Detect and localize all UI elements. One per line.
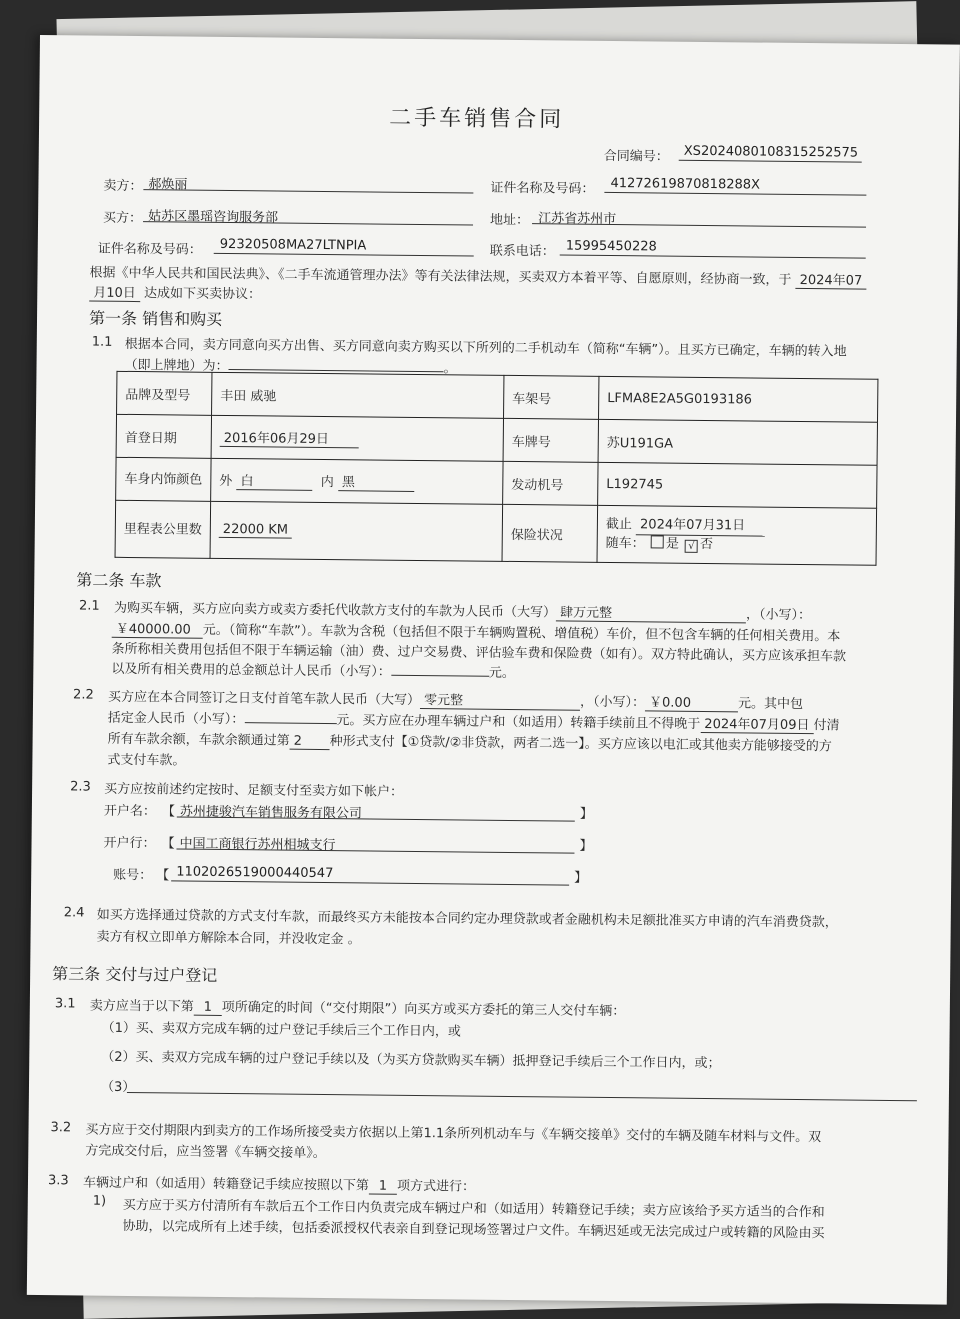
clause-3-1-option3: （3） [100,1079,136,1096]
vin-label: 车架号 [504,375,599,419]
plate-label: 车牌号 [503,418,598,462]
insurance-value: 截止 2024年07月31日 随车： 是 √ 否 [597,505,877,565]
clause-3-3-1-num: 1) [92,1193,107,1209]
buyer-label: 买方： [103,210,143,227]
clause-3-1-line1: 卖方应当于以下第 1 项所确定的时间（“交付期限”）向买方或买方委托的第三人交付车辆： [89,998,626,1020]
account-bank-bracket-left: 【 [161,836,175,852]
clause-3-2-line1: 买方应于交付期限内到卖方的工作场所接受卖方依据以上第1.1条所列机动车与《车辆交接单》交付的车辆及随车材料与文件。双 [85,1122,822,1146]
clause-2-2-line2: 括定金人民币（小写）： 元。买方应在办理车辆过户和（如适用）转籍手续前且不得晚于 2024年07月09日 付清 [107,710,840,734]
seller-id-value: 41272619870818288X [610,175,761,193]
account-name-label: 开户名： [103,803,156,820]
color-label: 车身内饰颜色 [116,457,211,501]
reg-date-value: 2016年06月29日 [211,415,503,461]
clause-2-3-line1: 买方应按前述约定按时、足额支付至卖方如下帐户： [104,781,404,800]
account-name-bracket-right: 】 [579,806,593,822]
account-no-bracket-right: 】 [574,870,588,886]
clause-2-4-num: 2.4 [63,905,85,921]
buyer-name: 姑苏区墨瑶咨询服务部 [148,209,279,226]
clause-3-3-1-line1: 买方应于买方付清所有车款后五个工作日内负责完成车辆过户和（如适用）转籍登记手续；卖方应该给予买方适当的合作和 [122,1197,825,1221]
color-value: 外 白 内 黑 [211,458,503,504]
account-no-bracket-left: 【 [156,868,170,884]
account-bank-label: 开户行： [103,835,156,852]
buyer-id-label: 证件名称及号码： [97,241,202,258]
mileage-value: 22000 KM [210,501,503,561]
engine-label: 发动机号 [503,461,598,505]
account-name-value: 苏州捷骏汽车销售服务有限公司 [179,804,362,822]
insurance-no-checkbox: √ [685,539,698,552]
article3-heading: 第三条 交付与过户登记 [52,964,218,985]
vehicle-info-table [115,371,879,566]
account-name-bracket-left: 【 [161,804,175,820]
insurance-label: 保险状况 [502,504,598,562]
clause-2-2-line4: 式支付车款。 [107,752,186,769]
vin-value: LFMA8E2A5G0193186 [599,376,878,422]
clause-3-1-option2: （2）买、卖双方完成车辆的过户登记手续以及（为买方贷款购买车辆）抵押登记手续后三个工作日内，或； [101,1049,721,1072]
clause-2-4-line2: 卖方有权立即单方解除本合同，并没收定金 。 [96,929,361,948]
account-bank-bracket-right: 】 [579,838,593,854]
buyer-addr-label: 地址： [490,212,530,229]
preamble-line1: 根据《中华人民共和国民法典》、《二手车流通管理办法》等有关法律法规，买卖双方本着平等、自愿原则，经协商一致，于 2024年07 [89,262,866,290]
plate-value: 苏U191GA [598,419,877,465]
seller-id-label: 证件名称及号码： [490,180,595,197]
brand-value: 丰田 威驰 [212,372,504,418]
clause-2-1-line4: 以及所有相关费用的总金额总计人民币（小写）： 元。 [111,661,515,682]
clause-3-3-num: 3.3 [47,1173,69,1189]
contract-no-value: XS2024080108315252575 [683,143,859,161]
clause-3-1-num: 3.1 [54,996,76,1012]
engine-value: L192745 [598,462,877,508]
clause-2-4-line1: 如买方选择通过贷款的方式支付车款，而最终买方未能按本合同约定办理贷款或者金融机构未足额批准买方申请的汽车消费贷款， [96,907,838,931]
clause-2-2-line3: 所有车款余额，车款余额通过第 2 种形式支付【①贷款/②非贷款，两者二选一】。买方应该以电汇或其他卖方能够接受的方 [107,731,832,755]
clause-3-3-line1: 车辆过户和（如适用）转籍登记手续应按照以下第 1 项方式进行： [82,1175,476,1195]
buyer-phone-value: 15995450228 [565,238,657,255]
account-no-value: 1102026519000440547 [176,864,334,882]
contract-page [27,35,960,1305]
clause-2-2-line1: 买方应在本合同签订之日支付首笔车款人民币（大写） 零元整 ，（小写）： ￥0.00 元。其中包 [107,689,804,713]
clause-2-1-line3: 条所称相关费用包括但不限于车辆运输（油）费、过户交易费、评估验车费和保险费（如有）。双方特此确认，买方应该承担车款 [111,641,847,665]
brand-label: 品牌及型号 [117,371,212,415]
clause-3-2-num: 3.2 [50,1120,72,1136]
mileage-label: 里程表公里数 [115,500,211,558]
buyer-addr-value: 江苏省苏州市 [538,211,617,228]
seller-label: 卖方： [103,178,143,195]
clause-2-1-num: 2.1 [78,598,100,614]
contract-no-label: 合同编号： [603,148,669,165]
reg-date-label: 首登日期 [116,414,211,458]
clause-1-1-line2: （即上牌地）为： 。 [124,357,457,377]
clause-1-1-num: 1.1 [91,334,113,350]
preamble-line2: 月10日 达成如下买卖协议： [89,282,261,304]
article1-heading: 第一条 销售和购买 [88,308,223,329]
clause-1-1-line1: 根据本合同，卖方同意向买方出售、买方同意向卖方购买以下所列的二手机动车（简称“车辆”）。且买方已确定，车辆的转入地 [124,336,847,360]
clause-3-3-1-line2: 协助，以完成所有上述手续，包括委派授权代表亲自到登记现场签署过户文件。车辆迟延或无法完成过户或转籍的风险由买 [122,1218,825,1242]
buyer-id-value: 92320508MA27LTNPIA [219,236,367,254]
page-title: 二手车销售合同 [389,105,565,133]
account-no-label: 账号： [113,867,153,884]
account-bank-value: 中国工商银行苏州相城支行 [179,836,336,854]
clause-2-1-line1: 为购买车辆，买方应向卖方或卖方委托代收款方支付的车款为人民币（大写） 肆万元整 ，（小写）： [113,600,812,624]
clause-3-2-line2: 方完成交付后，应当签署《车辆交接单》。 [85,1143,326,1162]
insurance-yes-checkbox [651,535,664,548]
article2-heading: 第二条 车款 [76,570,162,591]
clause-2-1-line2: ￥40000.00 元。（简称“车款”）。车款为含税（包括但不限于车辆购置税、增值税）车价，但不包含车辆的任何相关费用。本 [112,618,841,646]
clause-2-3-num: 2.3 [70,779,91,795]
buyer-phone-label: 联系电话： [489,243,555,260]
clause-2-2-num: 2.2 [73,687,94,703]
clause-3-1-option1: （1）买、卖双方完成车辆的过户登记手续后三个工作日内，或 [101,1020,461,1040]
seller-name: 郝焕丽 [148,177,188,193]
